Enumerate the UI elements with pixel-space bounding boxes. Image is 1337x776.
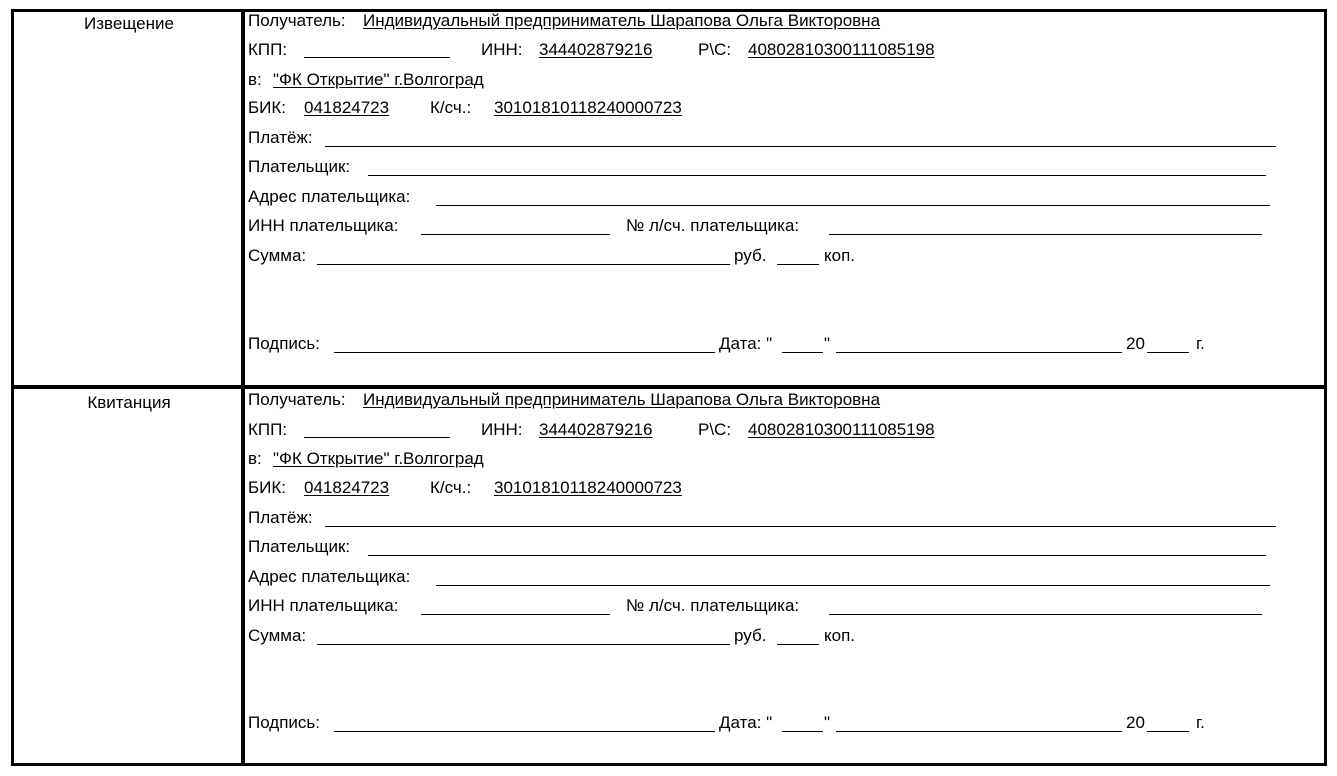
payer-label: Плательщик: [248,537,351,556]
section-divider [11,385,1327,389]
inn-label: ИНН: [481,420,523,439]
signature-label: Подпись: [248,713,321,732]
sum-label: Сумма: [248,626,307,645]
payer-address-label: Адрес плательщика: [248,567,411,586]
payer-inn-field[interactable] [421,234,610,235]
year-field[interactable] [1147,731,1189,732]
account-label: Р\С: [698,40,732,59]
bik-value: 041824723 [304,98,390,117]
sum-kop-field[interactable] [777,264,819,265]
inn-label: ИНН: [481,40,523,59]
payment-field[interactable] [325,526,1276,527]
rub-label: руб. [734,626,767,645]
date-label: Дата: " [719,713,773,732]
payment-label: Платёж: [248,508,313,527]
payer-account-field[interactable] [829,614,1262,615]
date-month-field[interactable] [836,731,1122,732]
payer-address-field[interactable] [436,205,1270,206]
account-value: 40802810300111085198 [748,420,935,439]
payer-label: Плательщик: [248,157,351,176]
sum-kop-field[interactable] [777,644,819,645]
signature-field[interactable] [334,731,715,732]
bank-prefix: в: [248,449,262,468]
payer-inn-field[interactable] [421,614,610,615]
payment-label: Платёж: [248,128,313,147]
bank-prefix: в: [248,70,262,89]
bank-value: "ФК Открытие" г.Волгоград [273,70,484,89]
payer-account-label: № л/сч. плательщика: [626,216,800,235]
date-quote-close: " [824,713,831,732]
payment-field[interactable] [325,146,1276,147]
payer-field[interactable] [368,555,1266,556]
section-title: Квитанция [87,393,171,412]
date-month-field[interactable] [836,352,1122,353]
corr-account-value: 30101810118240000723 [494,478,682,497]
bik-label: БИК: [248,98,287,117]
corr-account-value: 30101810118240000723 [494,98,682,117]
bank-value: "ФК Открытие" г.Волгоград [273,449,484,468]
label-column-divider [241,9,245,766]
kop-label: коп. [824,246,856,265]
date-quote-close: " [824,334,831,353]
year-suffix: г. [1196,334,1205,353]
inn-value: 344402879216 [539,40,653,59]
sum-rub-field[interactable] [317,644,730,645]
year-suffix: г. [1196,713,1205,732]
recipient-value: Индивидуальный предприниматель Шарапова Ольга Викторовна [363,390,881,409]
inn-value: 344402879216 [539,420,653,439]
kop-label: коп. [824,626,856,645]
payer-field[interactable] [368,175,1266,176]
recipient-label: Получатель: [248,390,346,409]
payer-address-label: Адрес плательщика: [248,187,411,206]
date-day-field[interactable] [782,352,823,353]
bik-label: БИК: [248,478,287,497]
payer-inn-label: ИНН плательщика: [248,216,399,235]
kpp-blank[interactable] [304,437,450,438]
year-field[interactable] [1147,352,1189,353]
date-day-field[interactable] [782,731,823,732]
sum-rub-field[interactable] [317,264,730,265]
bik-value: 041824723 [304,478,390,497]
sum-label: Сумма: [248,246,307,265]
payer-inn-label: ИНН плательщика: [248,596,399,615]
recipient-value: Индивидуальный предприниматель Шарапова Ольга Викторовна [363,11,881,30]
kpp-label: КПП: [248,40,288,59]
recipient-label: Получатель: [248,11,346,30]
section-title: Извещение [84,14,174,33]
corr-account-label: К/сч.: [430,478,472,497]
signature-label: Подпись: [248,334,321,353]
payer-account-field[interactable] [829,234,1262,235]
account-value: 40802810300111085198 [748,40,935,59]
kpp-label: КПП: [248,420,288,439]
date-label: Дата: " [719,334,773,353]
payer-address-field[interactable] [436,585,1270,586]
year-prefix: 20 [1126,334,1145,353]
rub-label: руб. [734,246,767,265]
corr-account-label: К/сч.: [430,98,472,117]
payer-account-label: № л/сч. плательщика: [626,596,800,615]
year-prefix: 20 [1126,713,1145,732]
account-label: Р\С: [698,420,732,439]
signature-field[interactable] [334,352,715,353]
kpp-blank[interactable] [304,57,450,58]
